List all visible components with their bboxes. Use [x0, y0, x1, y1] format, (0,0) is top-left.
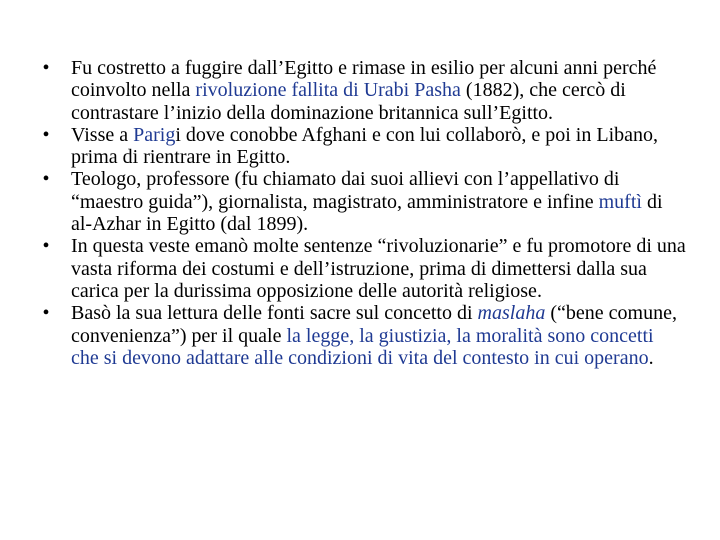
text-segment: Fu costretto a fuggire dall’Egitto e rimase in esilio per alcuni anni perché coinvolto nella: [71, 57, 657, 102]
bullet-text: [71, 235, 686, 302]
bullet-dot-icon: •: [42, 57, 50, 79]
bullet-dot-icon: •: [42, 123, 50, 146]
bullet-dot-icon: •: [42, 302, 50, 325]
bullet-item: [36, 302, 686, 369]
text-segment: di al-Azhar in Egitto (dal 1899).: [71, 190, 663, 236]
text-segment: i dove conobbe Afghani e con lui collaborò, e poi in Libano, prima di rientrare in Egitto.: [71, 123, 658, 169]
bullet-item: [36, 124, 686, 169]
bullet-list: [36, 57, 686, 369]
bullet-dot-icon: •: [42, 168, 50, 191]
text-segment: (“bene comune, convenienza”) per il quale: [71, 302, 677, 347]
text-segment: .: [648, 346, 654, 369]
text-segment: In questa veste emanò molte sentenze “rivoluzionarie” e fu promotore di una vasta riforma dei costumi e dell’istruzione, prima di dimettersi dalla sua carica per la durissima opposizione delle autorità religiose.: [71, 235, 686, 302]
text-segment: Teologo, professore (fu chiamato dai suoi allievi con l’appellativo di “maestro guida”), giornalista, magistrato, amministratore e infine: [71, 168, 620, 213]
text-segment: Basò la sua lettura delle fonti sacre sul concetto di: [71, 302, 478, 325]
bullet-text: [71, 124, 658, 168]
highlighted-text-segment: rivoluzione fallita di Urabi Pasha: [195, 79, 461, 102]
bullet-dot-icon: •: [42, 235, 50, 258]
highlighted-text-segment: la legge, la giustizia, la moralità sono concetti che si devono adattare alle condizioni di vita del contesto in cui operano: [71, 324, 654, 369]
bullet-text: [71, 57, 656, 124]
highlighted-text-segment: muftì: [598, 190, 642, 213]
highlighted-text-segment: maslaha: [477, 302, 546, 325]
highlighted-text-segment: Parig: [133, 123, 176, 146]
text-segment: Visse a: [71, 123, 134, 146]
bullet-item: [36, 235, 686, 302]
bullet-text: [71, 302, 677, 369]
text-segment: (1882), che cercò di contrastare l’inizio della dominazione britannica sull’Egitto.: [71, 79, 626, 124]
bullet-text: [71, 168, 663, 235]
bullet-item: [36, 57, 686, 124]
bullet-item: [36, 168, 686, 235]
